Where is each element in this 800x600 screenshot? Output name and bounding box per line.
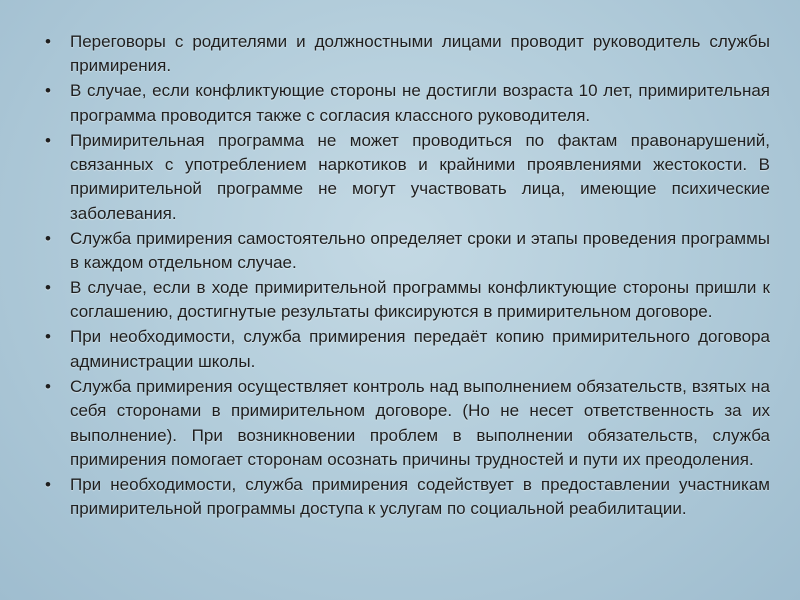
bullet-text: При необходимости, служба примирения содействует в предоставлении участникам примирительной программы доступа к услугам по социальной реабилитации. <box>70 474 770 519</box>
bullet-dot-icon: • <box>45 474 51 494</box>
bullet-item <box>45 30 770 79</box>
bullet-dot-icon: • <box>45 228 51 248</box>
bullet-item <box>45 473 770 522</box>
bullet-dot-icon: • <box>45 130 51 150</box>
bullet-item <box>45 79 770 128</box>
bullet-dot-icon: • <box>45 32 51 51</box>
bullet-dot-icon: • <box>45 327 51 347</box>
bullet-text: В случае, если конфликтующие стороны не достигли возраста 10 лет, примирительная программа проводится также с согласия классного руководителя. <box>70 81 770 125</box>
bullet-dot-icon: • <box>45 376 51 396</box>
bullet-text: При необходимости, служба примирения передаёт копию примирительного договора администрации школы. <box>70 327 770 371</box>
bullet-dot-icon: • <box>45 81 51 101</box>
bullet-list <box>45 30 770 522</box>
bullet-item <box>45 129 770 227</box>
bullet-text: В случае, если в ходе примирительной программы конфликтующие стороны пришли к соглашению, достигнутые результаты фиксируются в примирительном договоре. <box>70 278 770 322</box>
bullet-item <box>45 276 770 325</box>
bullet-dot-icon: • <box>45 278 51 298</box>
bullet-text: Переговоры с родителями и должностными лицами проводит руководитель службы примирения. <box>70 32 770 76</box>
bullet-item <box>45 325 770 374</box>
bullet-text: Примирительная программа не может проводиться по фактам правонарушений, связанных с употреблением наркотиков и крайними проявлениями жестокости. В примирительной программе не могут участвовать лица, имеющие психические заболевания. <box>70 130 770 223</box>
bullet-text: Служба примирения осуществляет контроль над выполнением обязательств, взятых на себя сторонами в примирительном договоре. (Но не несет ответственность за их выполнение). При возникновении проблем в выполнении обязательств, служба примирения помогает сторонам осознать причины трудностей и пути их преодоления. <box>70 376 770 469</box>
bullet-text: Служба примирения самостоятельно определяет сроки и этапы проведения программы в каждом отдельном случае. <box>70 228 770 273</box>
bullet-item <box>45 227 770 276</box>
bullet-item <box>45 375 770 473</box>
